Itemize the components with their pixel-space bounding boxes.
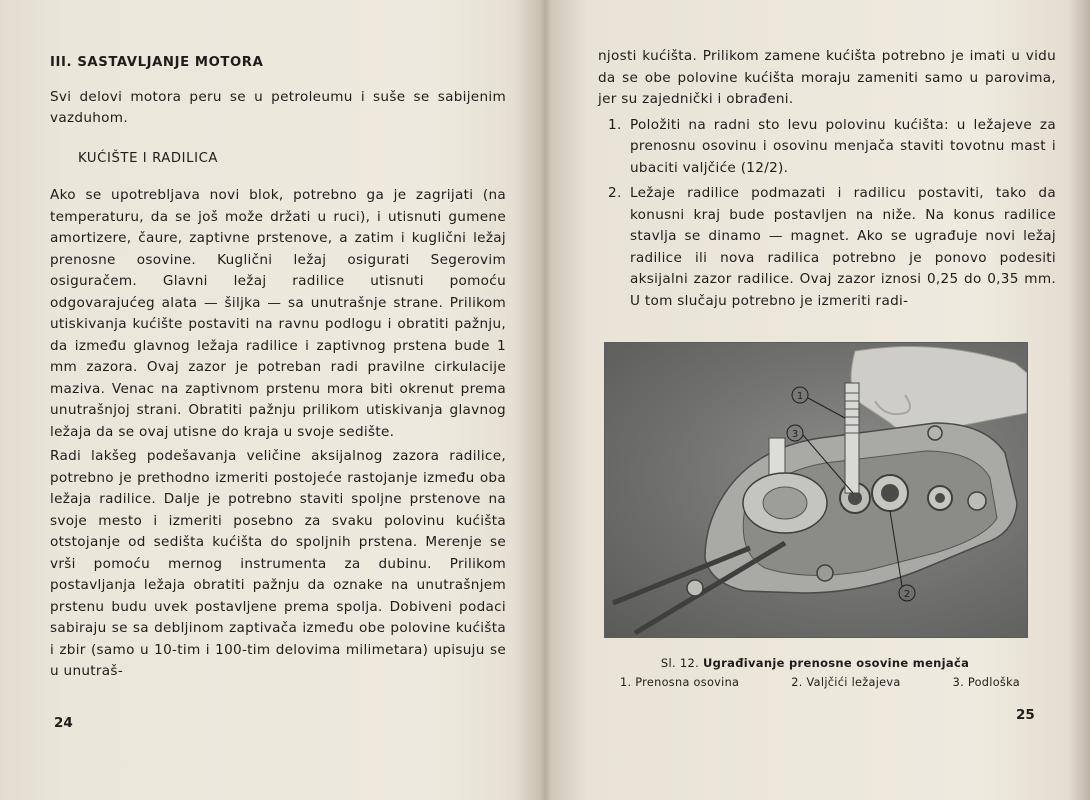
step-item — [608, 115, 1056, 180]
section-heading: III. SASTAVLJANJE MOTORA — [50, 55, 264, 70]
continued-paragraph: njosti kućišta. Prilikom zamene kućišta potrebno je imati u vidu da se obe polovine kućišta moraju zameniti samo u parovima, jer su zajednički i obrađeni. — [598, 48, 1056, 107]
legend-item: 3. Podloška — [952, 676, 1020, 689]
legend-item: 1. Prenosna osovina — [620, 676, 740, 689]
intro-paragraph: Svi delovi motora peru se u petroleumu i suše se sabijenim vazduhom. — [50, 88, 506, 126]
page-number-left: 24 — [54, 715, 73, 731]
figure-caption-prefix: Sl. 12. — [660, 656, 700, 670]
step-number: 1. — [608, 116, 622, 133]
figure-caption-title: Ugrađivanje prenosne osovine menjača — [703, 656, 970, 670]
callout-1: 1 — [796, 391, 804, 402]
callout-2: 2 — [903, 589, 911, 600]
paragraph-2: Radi lakšeg podešavanja veličine aksijalnog zazora radilice, potrebno je prethodno izmeriti postojeće rastojanje između oba ležaja radilice. Dalje je potrebno staviti spoljne prstenove na svoje mesto i izmeriti posebno za svaku polovinu kućišta otstojanje od sedišta kućišta do spoljnih prstena. Merenje se vrši pomoću mernog instrumenta za dubinu. Prilikom postavljanja ležaja obratiti pažnju da oznake na unutrašnjem prstenu budu uvek postavljene prema spolja. Dobiveni podaci sabiraju se sa debljinom zaptivača između obe polovine kućišta i zbir (samo u 10-tim i 100-tim delovima milimetara) upisuju se u unutraš- — [50, 448, 506, 679]
left-page — [14, 0, 524, 800]
page-number-right: 25 — [1016, 707, 1035, 723]
assembly-steps — [598, 115, 1056, 313]
paragraph-1: Ako se upotrebljava novi blok, potrebno ga je zagrijati (na temperaturu, da se još može držati u ruci), i utisnuti gumene amortizere, čaure, zaptivne prstenove, a zatim i kuglični ležaj prenosne osovine. Kuglični ležaj osigurati Segerovim osiguračem. Glavni ležaj radilice utisnuti pomoću odgovarajućeg alata — šiljka — sa unutrašnje strane. Prilikom utiskivanja kućište postaviti na ravnu podlogu i obratiti pažnju, da između glavnog ležaja radilice i zaptivnog prstena bude 1 mm zazora. Ovaj zazor je potreban radi pravilne cirkulacije maziva. Venac na zaptivnom prstenu mora biti okrenut prema unutrašnjoj strani. Obratiti pažnju prilikom utiskivanja glavnog ležaja da se ovaj utisne do kraja u svoje sedište. — [50, 187, 506, 440]
left-page-text — [50, 52, 506, 683]
step-text: Ležaje radilice podmazati i radilicu postaviti, tako da konusni kraj bude postavljen na niže. Na konus radilice stavlja se dinamo — magnet. Ako se ugrađuje novi ležaj radilice ili nova radilica potrebno je ponovo podesiti aksijalni zazor radilice. Ovaj zazor iznosi 0,25 do 0,35 mm. U tom slučaju potrebno je izmeriti radi- — [630, 185, 1056, 309]
subsection-heading: KUĆIŠTE I RADILICA — [78, 150, 219, 166]
right-page-text — [598, 46, 1056, 312]
engine-assembly-photo — [604, 342, 1028, 638]
step-text: Položiti na radni sto levu polovinu kućišta: u ležajeve za prenosnu osovinu i osovinu menjača staviti tovotnu mast i ubaciti valjčiće (12/2). — [630, 116, 1056, 176]
callout-3: 3 — [791, 429, 799, 440]
legend-item: 2. Valjčići ležajeva — [791, 676, 901, 689]
figure-caption — [604, 656, 1026, 670]
engine-crankcase-illustration — [605, 343, 1027, 637]
step-number: 2. — [608, 185, 622, 201]
figure-legend — [620, 676, 1020, 689]
step-item — [608, 183, 1056, 312]
